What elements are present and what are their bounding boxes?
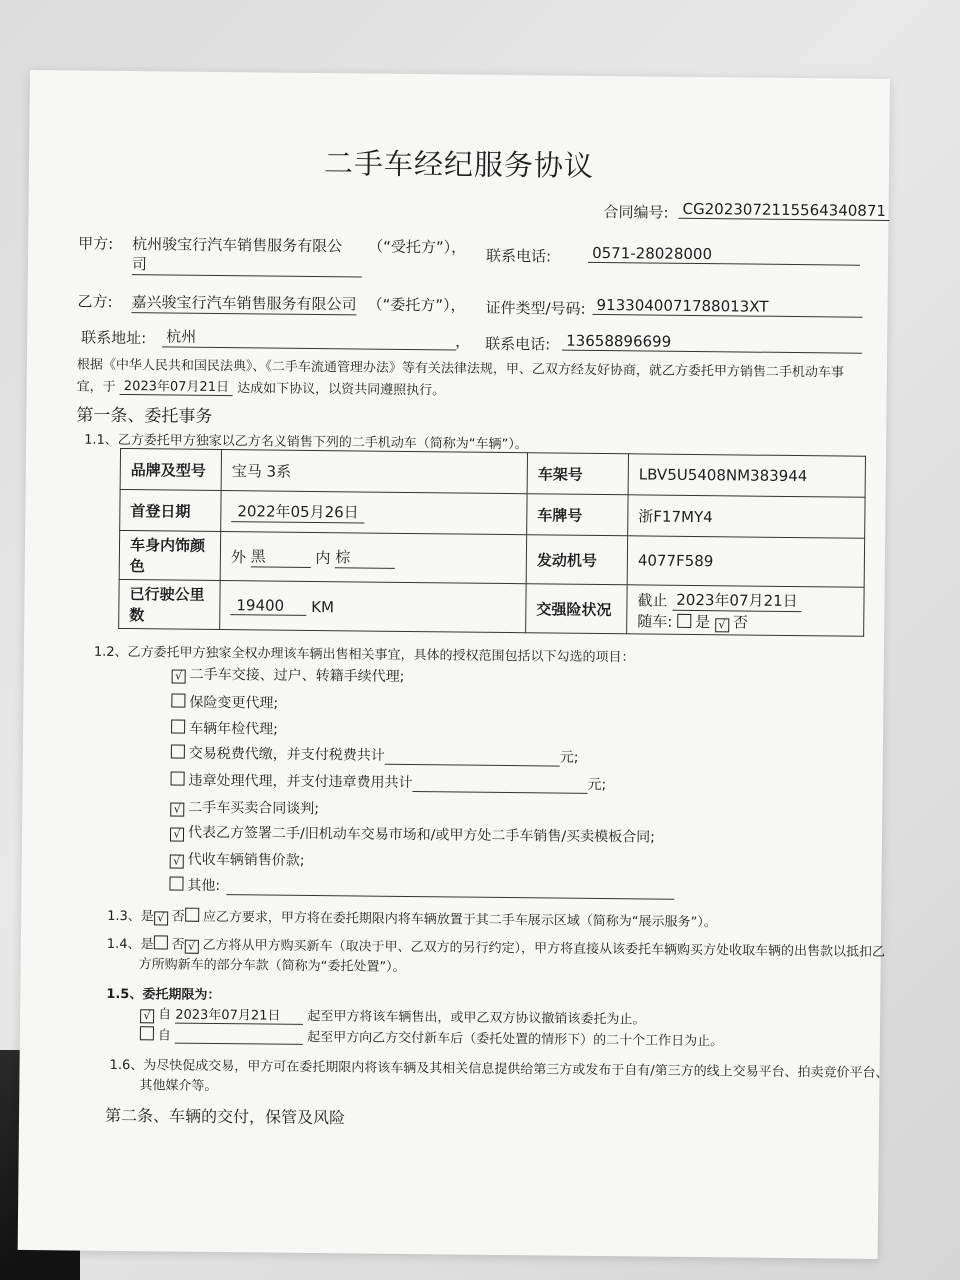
option-transfer: √ 二手车交接、过户、转籍手续代理; <box>172 664 405 686</box>
party-b-id-value: 9133040071788013XT <box>592 296 862 318</box>
insurance-follow-label: 随车: <box>637 611 673 631</box>
party-b-id-label: 证件类型/号码: <box>485 298 586 318</box>
clause-1-5-row1: √ 自 2023年07月21日 起至甲方将该车辆售出，或甲乙双方协议撤销该委托为止。 <box>140 1003 645 1028</box>
clause-1-4-yes-checkbox[interactable] <box>154 935 168 949</box>
clause-1-4-no-checkbox[interactable]: √ <box>184 940 198 954</box>
option-collect-payment: √ 代收车辆销售价款; <box>170 849 305 870</box>
brand-label: 品牌及型号 <box>120 448 221 490</box>
option-negotiation: √ 二手车买卖合同谈判; <box>170 797 319 819</box>
option-insurance-change: 保险变更代理; <box>171 692 278 713</box>
party-a-phone-label: 联系电话: <box>485 246 552 266</box>
preamble-date: 2023年07月21日 <box>120 375 233 396</box>
term-row1-checkbox[interactable]: √ <box>140 1009 154 1023</box>
preamble-line1: 根据《中华人民共和国民法典》、《二手车流通管理办法》等有关法律法规，甲、乙双方经友好协商，就乙方委托甲方销售二手机动车事 <box>76 357 844 381</box>
violation-amount-field[interactable] <box>412 777 587 794</box>
mileage-value: 19400 <box>230 596 306 616</box>
insurance-label: 交强险状况 <box>526 584 628 634</box>
article-2-heading: 第二条、车辆的交付，保管及风险 <box>104 1105 346 1128</box>
plate-value: 浙F17MY4 <box>628 495 865 538</box>
vin-label: 车架号 <box>527 453 628 495</box>
interior-label: 内 <box>315 549 331 568</box>
insurance-yes-label: 是 <box>695 612 711 631</box>
mileage-label: 已行驶公里 数 <box>119 579 221 629</box>
term-row2-date-field[interactable] <box>175 1029 303 1045</box>
contract-paper <box>18 70 890 1259</box>
party-b-name: 嘉兴骏宝行汽车销售服务有限公司 <box>131 293 357 314</box>
option-insurance-change-checkbox[interactable] <box>171 694 185 708</box>
clause-1-3-no-checkbox[interactable] <box>185 908 199 922</box>
party-b-phone: 13658896699 <box>562 332 862 354</box>
party-b-address-comma: ， <box>455 332 471 351</box>
clause-1-3-yes-checkbox[interactable]: √ <box>154 911 168 925</box>
other-field[interactable] <box>226 880 674 900</box>
party-b-address: 杭州 <box>162 325 456 350</box>
option-negotiation-checkbox[interactable]: √ <box>170 803 184 817</box>
option-violation-checkbox[interactable] <box>171 772 185 786</box>
vehicle-info-table <box>118 448 866 637</box>
mileage-unit: KM <box>311 597 335 616</box>
vin-value: LBV5U5408NM383944 <box>628 454 865 497</box>
tax-amount-field[interactable] <box>385 750 560 767</box>
party-a-name-line2: 司 <box>132 253 362 277</box>
party-a-label: 甲方: <box>78 234 114 253</box>
clause-1-1: 1.1、乙方委托甲方独家以乙方名义销售下列的二手机动车（简称为“车辆”）。 <box>84 432 528 453</box>
insurance-until-label: 截止 <box>637 590 668 610</box>
option-collect-payment-checkbox[interactable]: √ <box>170 855 184 869</box>
option-annual-inspection: 车辆年检代理; <box>171 718 278 739</box>
preamble-text: 达成如下协议，以资共同遵照执行。 <box>237 381 446 399</box>
party-b-role: （“委托方”）， <box>367 295 466 315</box>
insurance-no-label: 否 <box>732 612 749 632</box>
party-b-address-label: 联系地址: <box>81 328 147 348</box>
contract-no-label: 合同编号: <box>603 203 669 222</box>
clause-1-6-line1: 1.6、为尽快促成交易，甲方可在委托期限内将该车辆及其相关信息提供给第三方或发布于自有/第三方的线上交易平台、拍卖竞价平台、 <box>109 1057 889 1082</box>
option-other-checkbox[interactable] <box>169 877 183 891</box>
interior-color: 棕 <box>335 546 395 569</box>
option-transfer-checkbox[interactable]: √ <box>172 670 186 684</box>
insurance-yes-checkbox[interactable] <box>677 613 691 627</box>
engine-value: 4077F589 <box>627 536 865 587</box>
option-tax: 交易税费代缴，并支付税费共计 元; <box>171 743 579 767</box>
insurance-until-date: 2023年07月21日 <box>672 588 802 611</box>
clause-1-5-row2: 自 起至甲方向乙方交付新车后（委托处置的情形下）的二十个工作日为止。 <box>140 1024 723 1049</box>
preamble-on: 宜，于 <box>76 379 116 395</box>
clause-1-3: 1.3、是 √ 否 应乙方要求，甲方将在委托期限内将车辆放置于其二手车展示区域（简称为“展示服务”）。 <box>107 908 717 931</box>
option-other: 其他: <box>169 875 674 900</box>
insurance-no-checkbox[interactable]: √ <box>715 618 729 632</box>
party-b-phone-label: 联系电话: <box>485 334 551 354</box>
clause-1-5-heading: 1.5、委托期限为： <box>106 986 221 1004</box>
term-row2-checkbox[interactable] <box>140 1026 154 1040</box>
clause-1-2: 1.2、乙方委托甲方独家全权办理该车辆出售相关事宜，具体的授权范围包括以下勾选的项目： <box>93 644 635 666</box>
option-annual-inspection-checkbox[interactable] <box>171 720 185 734</box>
clause-1-6-line2: 其他媒介等。 <box>139 1078 218 1095</box>
engine-label: 发动机号 <box>526 535 628 585</box>
party-a-role: （“受托方”）， <box>368 237 467 257</box>
plate-label: 车牌号 <box>527 494 628 536</box>
exterior-label: 外 <box>230 548 247 567</box>
clause-1-4-line2: 方所购新车的部分车款（简称为“委托处置”）。 <box>138 957 406 975</box>
clause-1-4-line1: 1.4、是 否 √ 乙方将从甲方购买新车（取决于甲、乙双方的另行约定），甲方将直接从该委托车辆购买方处收取车辆的出售款以抵扣乙 <box>106 936 886 961</box>
party-a-phone: 0571-28028000 <box>588 244 860 266</box>
option-violation: 违章处理代理，并支付违章费用共计 元; <box>170 770 606 795</box>
party-a-name-line1: 杭州骏宝行汽车销售服务有限公 <box>132 235 343 256</box>
term-start-date: 2023年07月21日 <box>175 1004 303 1025</box>
option-sign-contract-checkbox[interactable]: √ <box>170 828 184 842</box>
reg-date-label: 首登日期 <box>120 489 221 531</box>
brand-value: 宝马 3系 <box>221 450 527 494</box>
exterior-color: 黑 <box>251 545 311 568</box>
document-title: 二手车经纪服务协议 <box>323 146 595 183</box>
reg-date-value: 2022年05月26日 <box>231 500 365 523</box>
option-tax-checkbox[interactable] <box>171 745 185 759</box>
preamble-line2 <box>77 375 446 399</box>
color-label: 车身内饰颜 色 <box>119 530 221 580</box>
contract-no-value: CG2023072115564340871 <box>678 200 890 221</box>
option-sign-contract: √ 代表乙方签署二手/旧机动车交易市场和/或甲方处二手车销售/买卖模板合同; <box>170 822 655 847</box>
article-1-heading: 第一条、委托事务 <box>76 405 213 427</box>
party-b-label: 乙方: <box>77 292 113 311</box>
